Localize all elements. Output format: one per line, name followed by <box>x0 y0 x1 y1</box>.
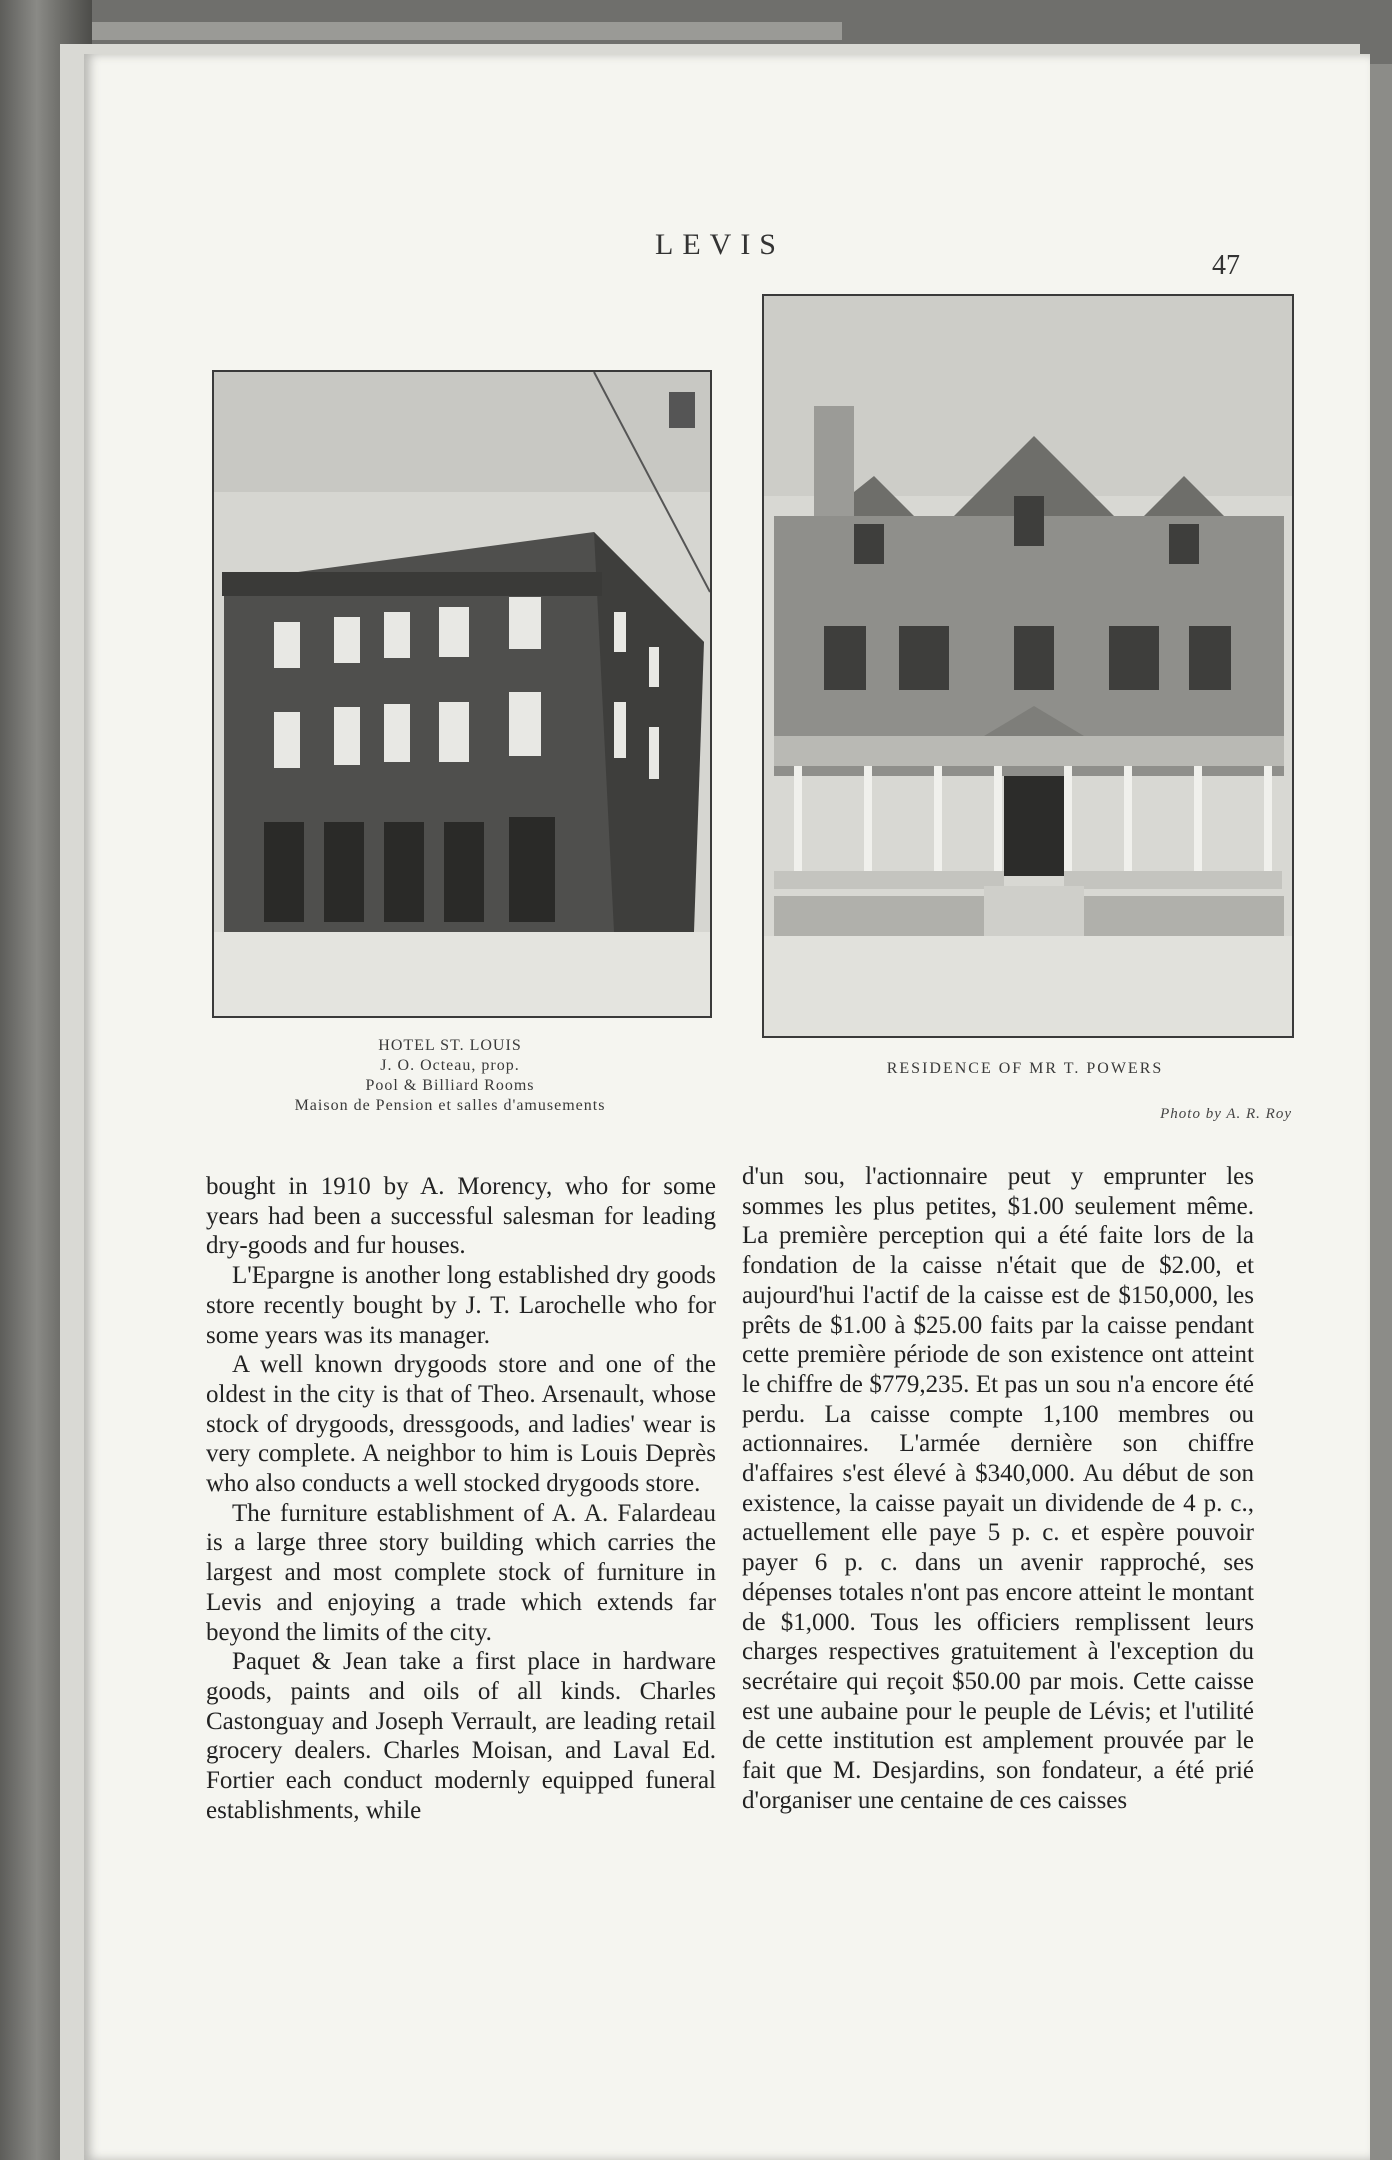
hotel-caption-title: HOTEL ST. LOUIS <box>378 1037 522 1054</box>
hotel-building-illustration <box>214 372 710 1016</box>
scan-header-strip <box>92 22 842 40</box>
right-text-column <box>742 1162 1254 1815</box>
hotel-caption-rooms: Pool & Billiard Rooms <box>365 1077 535 1094</box>
paragraph: d'un sou, l'actionnaire peut y emprunter les sommes les plus petites, $1.00 seulement même. La première perception qui a été faite lors de la fondation de la caisse n'était que de $2.00, et aujourd'hui l'actif de la caisse est de $150,000, les prêts de $1.00 à $25.00 faits par la caisse pendant cette première période de son existence ont atteint le chiffre de $779,235. Et pas un sou n'a encore été perdu. La caisse compte 1,100 membres ou actionnaires. L'armée dernière son chiffre d'affaires s'est élevé à $340,000. Au début de son existence, la caisse payait un dividende de 4 p. c., actuellement elle paye 5 p. c. et espère pouvoir payer 6 p. c. dans un avenir rapproché, ses dépenses totales n'ont pas encore atteint le montant de $1,000. Tous les officiers remplissent leurs charges respectives gratuitement à l'exception du secrétaire qui reçoit $50.00 par mois. Cette caisse est une aubaine pour le peuple de Lévis; et l'utilité de cette institution est amplement prouvée par le fait que M. Desjardins, son fondateur, a été prié d'organiser une centaine de ces caisses <box>742 1163 1254 1814</box>
running-head: LEVIS <box>655 228 785 261</box>
paragraph: L'Epargne is another long established dry goods store recently bought by J. T. Larochelle who for some years was its manager. <box>206 1262 716 1349</box>
powers-residence-photo <box>762 294 1294 1038</box>
photo-credit: Photo by A. R. Roy <box>1160 1106 1292 1122</box>
hotel-caption <box>190 1036 710 1116</box>
hotel-caption-french: Maison de Pension et salles d'amusements <box>294 1097 606 1114</box>
page-number: 47 <box>1212 250 1240 281</box>
hotel-st-louis-photo <box>212 370 712 1018</box>
paragraph: Paquet & Jean take a first place in hardware goods, paints and oils of all kinds. Charles Castonguay and Joseph Verrault, are leading retail grocery dealers. Charles Moisan, and Laval Ed. Fortier each conduct modernly equipped funeral establishments, while <box>206 1648 716 1824</box>
paragraph: A well known drygoods store and one of the oldest in the city is that of Theo. Arsenault, whose stock of drygoods, dressgoods, and ladies' wear is very complete. A neighbor to him is Louis Deprès who also conducts a well stocked drygoods store. <box>206 1351 716 1498</box>
residence-caption: RESIDENCE OF MR T. POWERS <box>886 1060 1164 1077</box>
residence-illustration <box>764 296 1292 1036</box>
left-text-column <box>206 1172 716 1825</box>
hotel-caption-proprietor: J. O. Octeau, prop. <box>380 1057 520 1074</box>
paragraph: The furniture establishment of A. A. Falardeau is a large three story building which carries the largest and most complete stock of furniture in Levis and enjoying a trade which extends far beyond the limits of the city. <box>206 1499 716 1646</box>
paragraph: bought in 1910 by A. Morency, who for some years had been a successful salesman for leading dry-goods and fur houses. <box>206 1173 716 1260</box>
